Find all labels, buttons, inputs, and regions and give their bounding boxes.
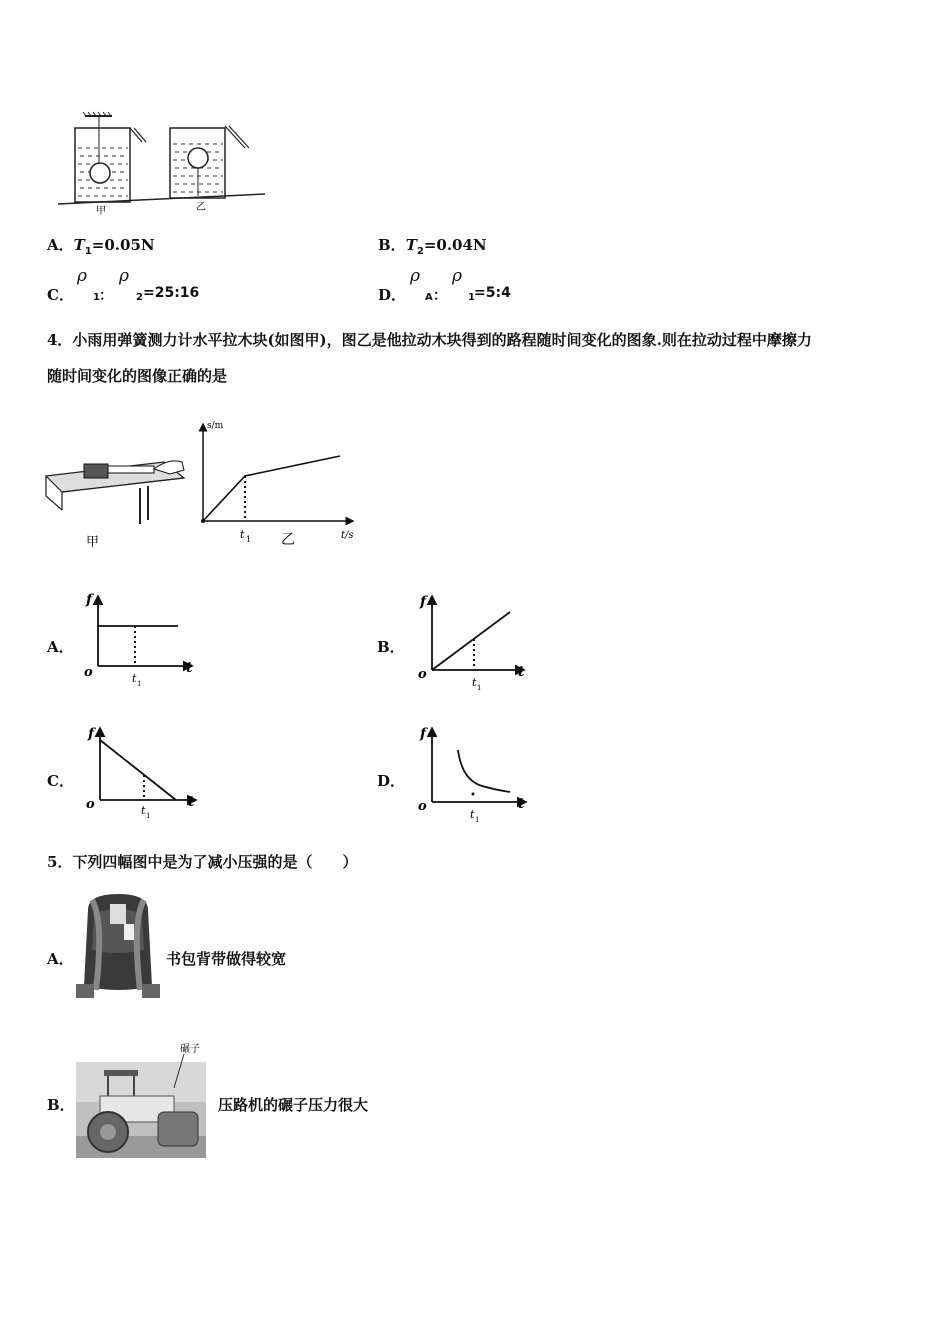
graph-b-t1-sub: 1 (477, 684, 482, 692)
graph-d[interactable] (412, 720, 536, 825)
q3-label-jia: 甲 (96, 206, 106, 217)
graph-d-o: o (418, 799, 427, 814)
beaker-jia (75, 112, 146, 202)
q3-option-d[interactable]: D． ρ A ： ρ 1 =5:4 (378, 266, 511, 304)
graph-c-t1: t (141, 804, 146, 817)
q4-stem (47, 322, 907, 394)
graph-a-t1-sub: 1 (137, 680, 142, 688)
graph-a-t1: t (132, 672, 137, 685)
graph-b-o: o (418, 667, 427, 682)
backpack-image (74, 890, 162, 1002)
graph-c-t1-sub: 1 (146, 812, 151, 820)
graph-c-f: f (88, 726, 95, 742)
st-y-label: s/m (207, 421, 224, 431)
beaker-yi (170, 126, 249, 198)
q4-label-jia: 甲 (86, 535, 100, 550)
graph-d-t: t (518, 796, 525, 812)
q4-label-yi: 乙 (281, 532, 295, 548)
q4-stem-line2: 随时间变化的图像正确的是 (47, 367, 228, 385)
q3-beaker-figure (50, 108, 280, 218)
q5-option-b-text: 压路机的碾子压力很大 (218, 1096, 369, 1114)
graph-c[interactable] (80, 720, 204, 820)
graph-d-f: f (420, 726, 427, 742)
graph-d-t1-sub: 1 (475, 816, 480, 824)
graph-b-t: t (518, 664, 525, 680)
q4-stem-line1: 4．小雨用弹簧测力计水平拉木块(如图甲)，图乙是他拉动木块得到的路程随时间变化的图象.则在拉动过程中摩擦力 (47, 331, 812, 349)
graph-b-f: f (420, 594, 427, 610)
st-t1-sub: 1 (246, 535, 252, 544)
q3-option-a[interactable]: A．$T_1=0.05N$ (47, 236, 155, 257)
q4-figure-jia (44, 452, 194, 552)
st-x-label: t/s (341, 530, 354, 541)
graph-a-o: o (84, 665, 93, 680)
road-roller-image (74, 1040, 208, 1160)
q3-label-yi: 乙 (196, 202, 206, 213)
graph-c-t: t (188, 794, 195, 810)
q4-figure-yi-st-graph (195, 416, 365, 551)
graph-b[interactable] (412, 588, 532, 693)
q4-option-b[interactable]: B． (377, 638, 405, 656)
graph-a[interactable] (80, 588, 200, 688)
q4-option-d[interactable]: D． (377, 772, 406, 790)
graph-c-o: o (86, 797, 95, 812)
q4-option-c[interactable]: C． (47, 772, 74, 790)
roller-callout: 碾子 (180, 1044, 200, 1055)
graph-b-t1: t (472, 676, 477, 689)
graph-a-f: f (86, 592, 93, 608)
graph-a-t: t (186, 660, 193, 676)
q5-option-b-key[interactable]: B． (47, 1096, 75, 1114)
q3-option-c[interactable]: C． ρ 1 ： ρ 2 =25:16 (47, 266, 200, 304)
st-t1-label: t (240, 528, 245, 541)
q5-option-a-key[interactable]: A． (47, 950, 74, 968)
q5-stem: 5．下列四幅图中是为了减小压强的是（ ） (47, 853, 358, 871)
q5-option-a-text: 书包背带做得较宽 (166, 950, 287, 968)
graph-d-t1: t (470, 808, 475, 821)
q4-option-a[interactable]: A． (47, 638, 74, 656)
q3-option-b[interactable]: B．$T_2=0.04N$ (378, 236, 487, 257)
